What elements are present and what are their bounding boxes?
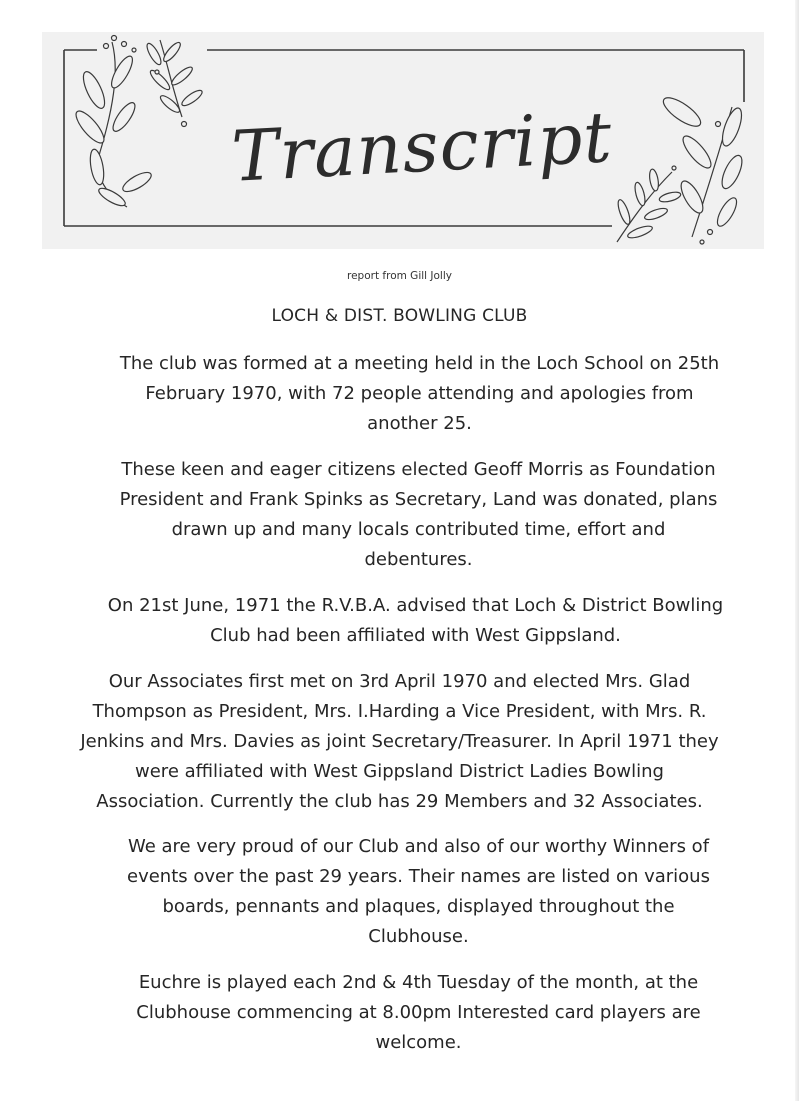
text-line: Club had been affiliated with West Gippsland.: [210, 625, 621, 646]
paragraph-affiliation: [0, 591, 799, 651]
text-line: President and Frank Spinks as Secretary, Land was donated, plans: [119, 489, 718, 510]
leaf-sprig-left-2-icon: [145, 40, 205, 127]
byline: report from Gill Jolly: [347, 270, 452, 282]
text-line: We are very proud of our Club and also of our worthy Winners of: [127, 836, 710, 857]
paragraph-associates: [0, 667, 799, 817]
paragraph-club-formation: [0, 349, 799, 439]
text-line: debentures.: [364, 549, 473, 570]
paragraph-winners: [0, 832, 799, 952]
text-line: Association. Currently the club has 29 Members and 32 Associates.: [96, 791, 703, 812]
text-line: Jenkins and Mrs. Davies as joint Secretary/Treasurer. In April 1971 they: [80, 731, 719, 752]
text-line: These keen and eager citizens elected Geoff Morris as Foundation: [121, 459, 716, 480]
leaf-sprig-left-icon: [72, 36, 154, 209]
paragraph-foundation-officers: [0, 455, 799, 575]
text-line: Clubhouse.: [368, 926, 469, 947]
text-line: were affiliated with West Gippsland District Ladies Bowling: [135, 761, 664, 782]
text-line: welcome.: [375, 1032, 462, 1053]
transcript-banner: [42, 32, 764, 249]
text-line: Our Associates first met on 3rd April 1970 and elected Mrs. Glad: [108, 671, 691, 692]
leaf-sprig-right-2-icon: [616, 166, 682, 242]
text-line: February 1970, with 72 people attending and apologies from: [145, 383, 694, 404]
text-line: Euchre is played each 2nd & 4th Tuesday of the month, at the: [138, 972, 699, 993]
banner-title: Transcript: [229, 96, 615, 198]
text-line: On 21st June, 1971 the R.V.B.A. advised that Loch & District Bowling: [107, 595, 724, 616]
text-line: Clubhouse commencing at 8.00pm Interested card players are: [136, 1002, 701, 1023]
text-line: events over the past 29 years. Their names are listed on various: [127, 866, 710, 887]
club-heading: LOCH & DIST. BOWLING CLUB: [271, 306, 528, 326]
paragraph-euchre: [0, 968, 799, 1058]
text-line: drawn up and many locals contributed time, effort and: [171, 519, 666, 540]
text-line: The club was formed at a meeting held in the Loch School on 25th: [119, 353, 720, 374]
text-line: another 25.: [367, 413, 472, 434]
text-line: boards, pennants and plaques, displayed throughout the: [162, 896, 675, 917]
text-line: Thompson as President, Mrs. I.Harding a Vice President, with Mrs. R.: [92, 701, 707, 722]
